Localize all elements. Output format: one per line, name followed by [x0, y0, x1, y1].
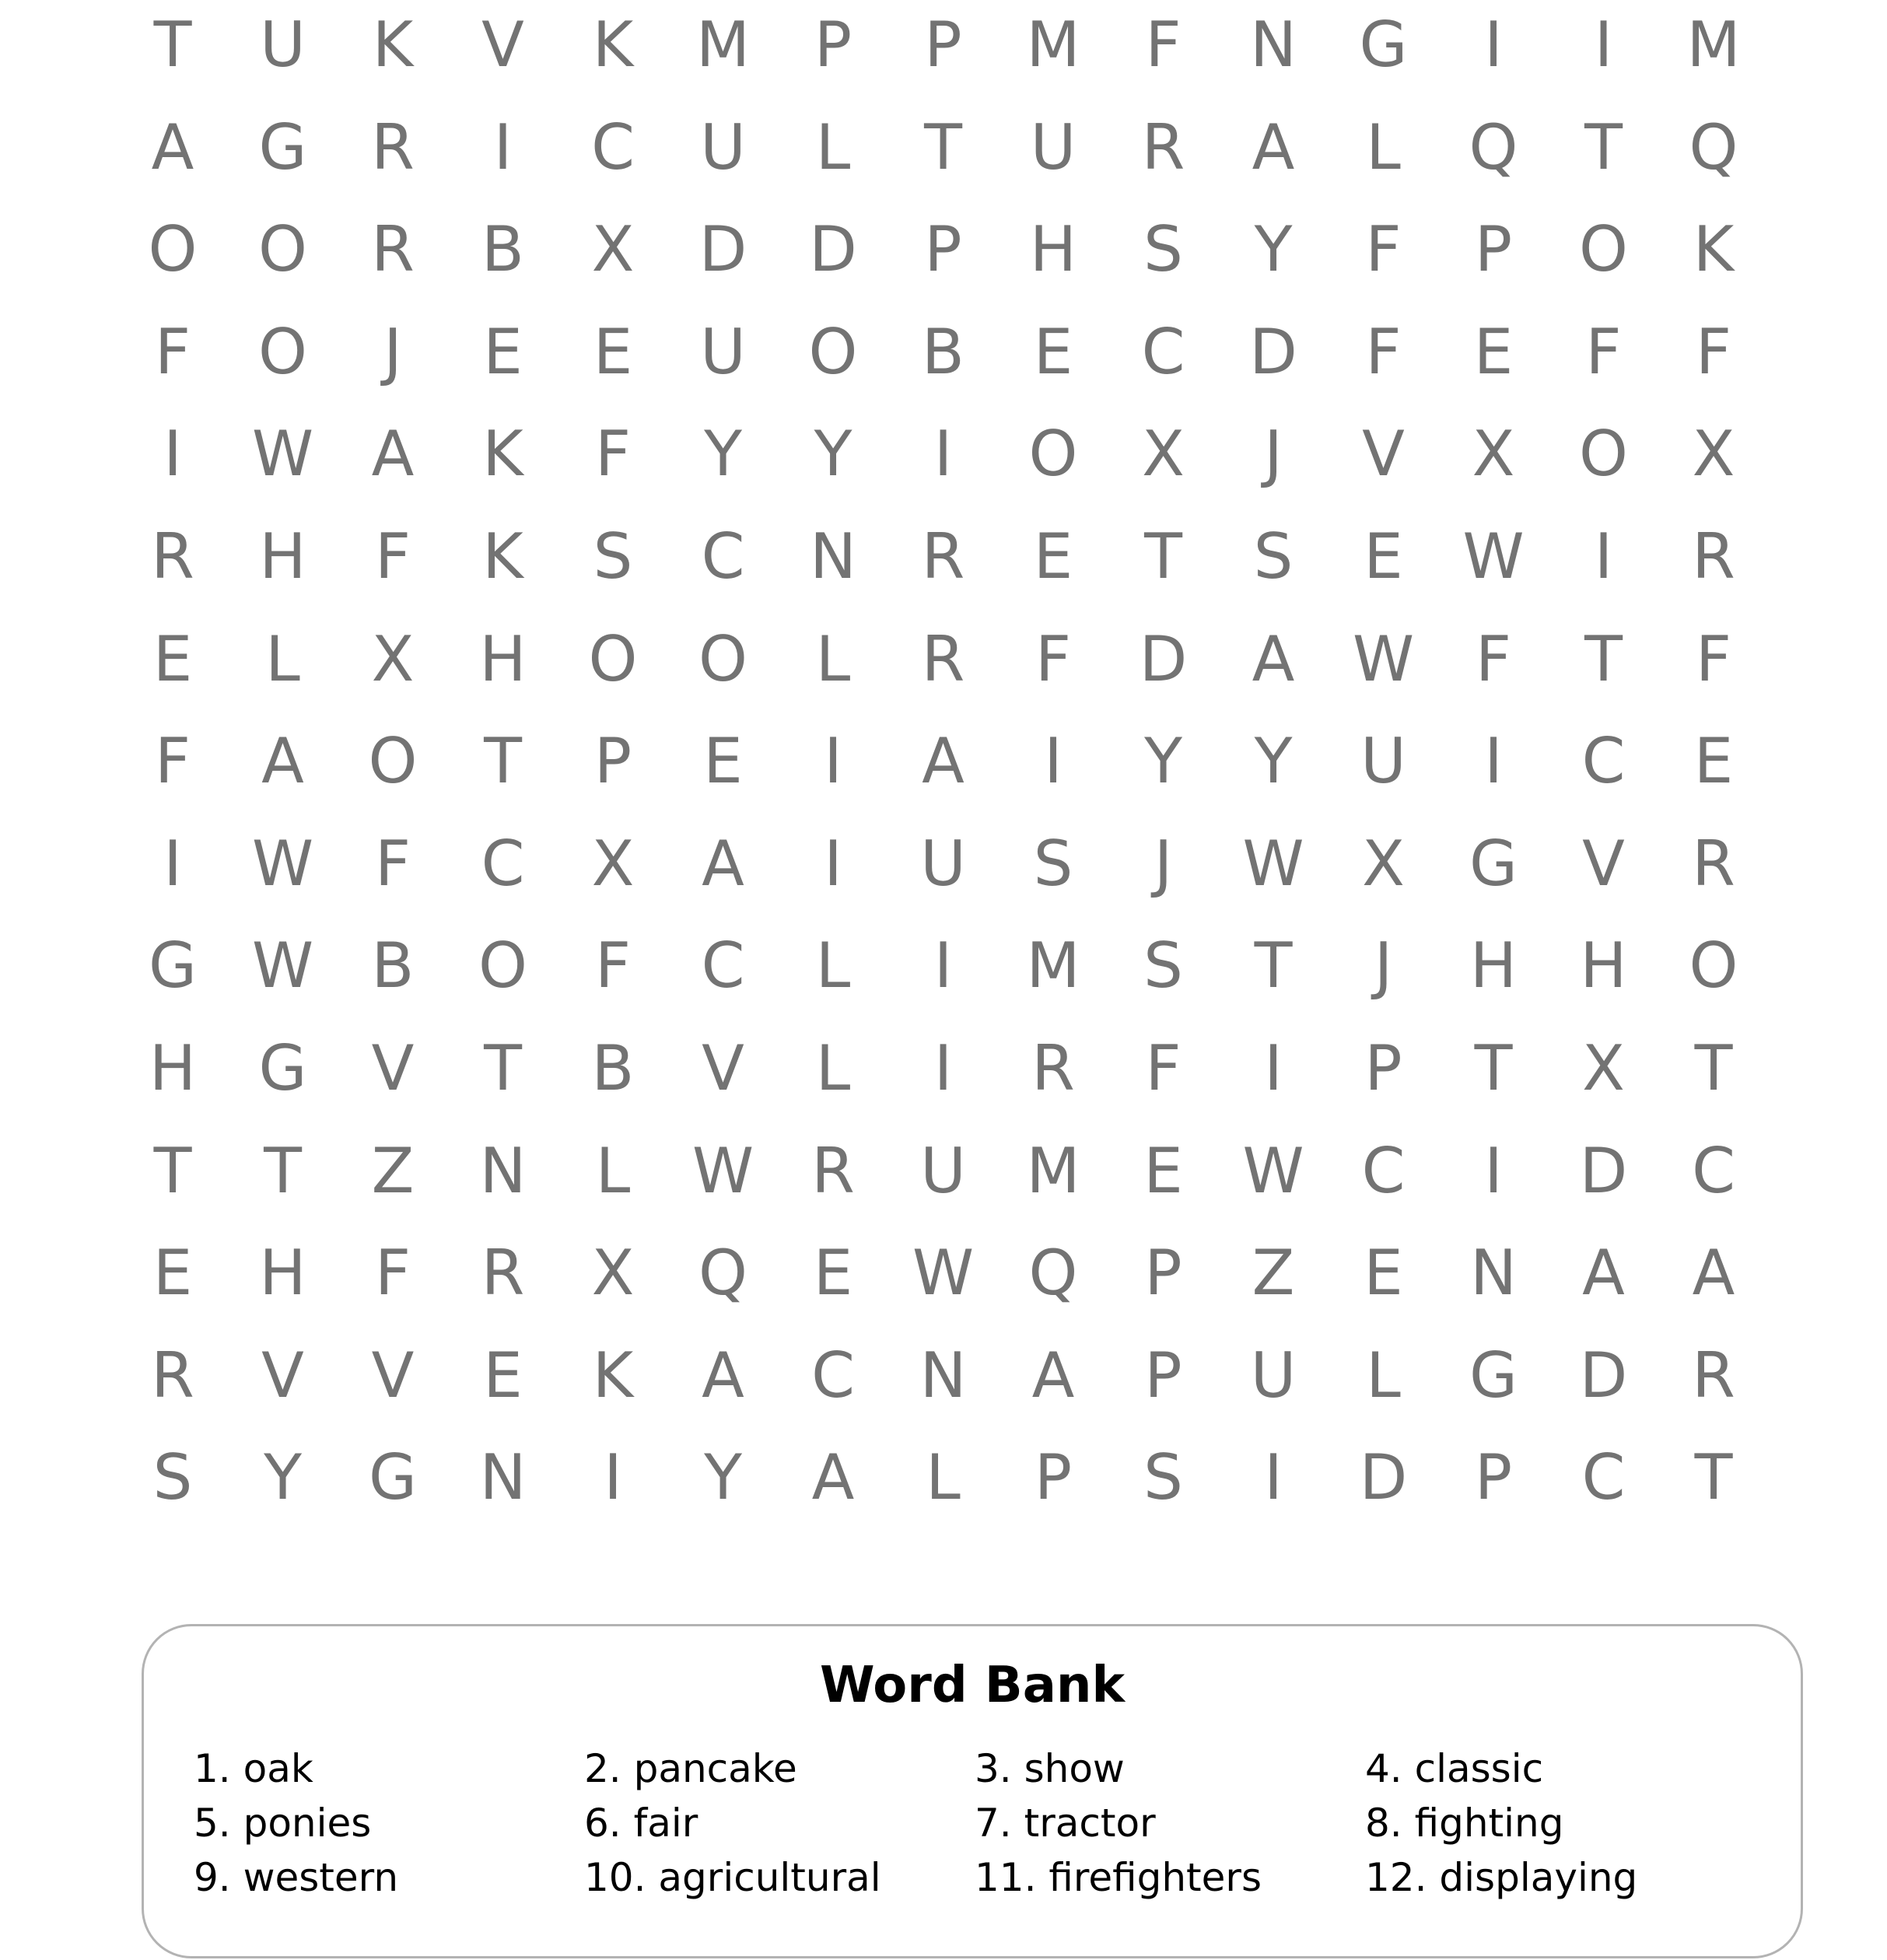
grid-letter: D [809, 213, 857, 286]
grid-letter: I [824, 725, 842, 798]
grid-letter: T [1474, 1032, 1513, 1104]
grid-letter: J [1374, 929, 1393, 1003]
grid-letter: L [815, 1032, 851, 1104]
grid-letter: I [1264, 1441, 1283, 1514]
grid-letter: T [1584, 110, 1623, 184]
grid-letter: W [251, 418, 314, 491]
word-bank-panel [142, 1624, 1803, 1958]
grid-letter: P [593, 725, 632, 798]
grid-letter: W [1352, 622, 1415, 695]
word-bank-item: 10. agricultural [584, 1855, 881, 1900]
grid-letter: E [1473, 315, 1514, 388]
grid-letter: A [261, 725, 304, 798]
grid-letter: A [1252, 622, 1295, 695]
grid-letter: Z [1252, 1237, 1295, 1310]
grid-letter: I [1044, 725, 1063, 798]
grid-letter: Z [371, 1134, 415, 1207]
grid-letter: G [1359, 9, 1408, 81]
word-bank-item: 11. firefighters [975, 1855, 1262, 1900]
grid-letter: O [258, 213, 307, 286]
grid-letter: X [1142, 418, 1185, 491]
grid-letter: R [921, 622, 965, 695]
grid-letter: S [1033, 827, 1073, 900]
grid-letter: N [919, 1339, 967, 1412]
grid-letter: B [591, 1032, 635, 1104]
grid-letter: C [1581, 1441, 1626, 1514]
grid-letter: R [811, 1134, 855, 1207]
grid-letter: U [700, 315, 746, 388]
grid-letter: A [811, 1441, 855, 1514]
grid-letter: V [371, 1032, 415, 1104]
grid-letter: R [371, 213, 415, 286]
grid-letter: X [591, 213, 635, 286]
grid-letter: E [152, 622, 193, 695]
grid-letter: O [808, 315, 858, 388]
grid-letter: A [151, 110, 194, 184]
grid-letter: E [1364, 1237, 1403, 1310]
grid-letter: B [481, 213, 524, 286]
word-bank-item: 2. pancake [584, 1746, 797, 1791]
grid-letter: A [1582, 1237, 1625, 1310]
grid-letter: G [1469, 827, 1518, 900]
grid-letter: X [591, 1237, 635, 1310]
grid-letter: T [484, 725, 522, 798]
grid-letter: S [593, 520, 633, 593]
grid-letter: H [149, 1032, 197, 1104]
grid-letter: P [1144, 1237, 1182, 1310]
grid-letter: L [265, 622, 300, 695]
word-bank-item: 6. fair [584, 1801, 698, 1846]
grid-letter: H [479, 622, 527, 695]
grid-letter: Y [1254, 725, 1293, 798]
grid-letter: E [483, 315, 523, 388]
grid-letter: C [1692, 1134, 1735, 1207]
grid-letter: X [371, 622, 415, 695]
grid-letter: O [368, 725, 418, 798]
grid-letter: X [1362, 827, 1405, 900]
grid-letter: A [922, 725, 965, 798]
grid-letter: U [1250, 1339, 1297, 1412]
grid-letter: N [479, 1441, 527, 1514]
grid-letter: V [371, 1339, 415, 1412]
grid-letter: I [493, 110, 513, 184]
grid-letter: I [933, 418, 953, 491]
grid-letter: A [702, 827, 744, 900]
grid-letter: R [371, 110, 415, 184]
grid-letter: F [594, 418, 631, 491]
grid-letter: W [251, 929, 314, 1003]
grid-letter: O [148, 213, 198, 286]
grid-letter: T [1694, 1032, 1733, 1104]
grid-letter: E [593, 315, 633, 388]
grid-letter: I [933, 1032, 953, 1104]
word-bank-item: 3. show [975, 1746, 1125, 1791]
grid-letter: F [594, 929, 631, 1003]
word-bank-list [194, 1741, 1756, 1905]
grid-letter: P [1364, 1032, 1402, 1104]
grid-letter: M [1026, 9, 1080, 81]
grid-letter: C [1361, 1134, 1406, 1207]
grid-letter: W [251, 827, 314, 900]
grid-letter: Q [1028, 1237, 1078, 1310]
grid-letter: R [1692, 827, 1735, 900]
grid-letter: D [1579, 1134, 1628, 1207]
grid-letter: M [1026, 1134, 1080, 1207]
grid-letter: Y [814, 418, 852, 491]
grid-letter: W [1462, 520, 1525, 593]
grid-letter: P [814, 9, 852, 81]
grid-letter: J [383, 315, 402, 388]
grid-letter: R [151, 520, 194, 593]
grid-letter: M [695, 9, 751, 81]
grid-letter: V [702, 1032, 744, 1104]
grid-letter: P [924, 213, 962, 286]
grid-letter: F [1585, 315, 1622, 388]
word-bank-item: 1. oak [194, 1746, 313, 1791]
grid-letter: C [591, 110, 635, 184]
grid-letter: S [1143, 1441, 1183, 1514]
grid-letter: E [1033, 315, 1073, 388]
grid-letter: E [152, 1237, 193, 1310]
grid-letter: E [1143, 1134, 1183, 1207]
grid-letter: A [702, 1339, 744, 1412]
grid-letter: I [163, 827, 182, 900]
grid-letter: G [258, 110, 307, 184]
grid-letter: V [261, 1339, 304, 1412]
grid-letter: E [703, 725, 743, 798]
grid-letter: F [1145, 9, 1182, 81]
grid-letter: T [1254, 929, 1293, 1003]
grid-letter: N [1250, 9, 1297, 81]
grid-letter: R [481, 1237, 525, 1310]
grid-letter: B [371, 929, 415, 1003]
grid-letter: O [1689, 929, 1738, 1003]
grid-letter: R [1141, 110, 1185, 184]
grid-letter: Q [1469, 110, 1518, 184]
grid-letter: Q [1689, 110, 1738, 184]
grid-letter: I [1594, 520, 1613, 593]
grid-letter: Y [704, 418, 742, 491]
grid-letter: U [1360, 725, 1406, 798]
grid-letter: T [153, 1134, 192, 1207]
grid-letter: O [588, 622, 638, 695]
grid-letter: L [926, 1441, 961, 1514]
word-bank-item: 12. displaying [1365, 1855, 1638, 1900]
grid-letter: O [258, 315, 307, 388]
grid-letter: A [1252, 110, 1295, 184]
grid-letter: F [374, 827, 411, 900]
grid-letter: T [264, 1134, 302, 1207]
grid-letter: G [149, 929, 197, 1003]
grid-letter: O [478, 929, 527, 1003]
grid-letter: M [1686, 9, 1741, 81]
grid-letter: L [815, 622, 851, 695]
grid-letter: N [479, 1134, 527, 1207]
grid-letter: K [592, 9, 634, 81]
grid-letter: J [1264, 418, 1283, 491]
grid-letter: T [153, 9, 192, 81]
grid-letter: Q [698, 1237, 747, 1310]
grid-letter: R [1692, 1339, 1735, 1412]
grid-letter: S [1253, 520, 1294, 593]
grid-letter: C [701, 520, 745, 593]
grid-letter: K [372, 9, 414, 81]
grid-letter: A [1692, 1237, 1735, 1310]
grid-letter: G [1469, 1339, 1518, 1412]
grid-letter: F [1145, 1032, 1182, 1104]
grid-letter: C [481, 827, 525, 900]
grid-letter: S [152, 1441, 193, 1514]
grid-letter: I [1594, 9, 1613, 81]
grid-letter: H [1029, 213, 1077, 286]
grid-letter: T [1694, 1441, 1733, 1514]
grid-letter: R [1692, 520, 1735, 593]
grid-letter: D [1139, 622, 1188, 695]
grid-letter: F [154, 725, 191, 798]
grid-letter: L [1366, 110, 1401, 184]
grid-letter: L [1366, 1339, 1401, 1412]
grid-letter: F [1475, 622, 1511, 695]
grid-letter: T [1144, 520, 1182, 593]
grid-letter: M [1026, 929, 1080, 1003]
grid-letter: F [374, 520, 411, 593]
grid-letter: L [815, 110, 851, 184]
grid-letter: D [1579, 1339, 1628, 1412]
grid-letter: I [1484, 725, 1503, 798]
grid-letter: C [1581, 725, 1626, 798]
grid-letter: O [698, 622, 747, 695]
grid-letter: B [922, 315, 965, 388]
grid-letter: C [701, 929, 745, 1003]
grid-letter: W [912, 1237, 975, 1310]
grid-letter: Y [1254, 213, 1293, 286]
grid-letter: X [1472, 418, 1515, 491]
grid-letter: K [482, 418, 523, 491]
grid-letter: U [260, 9, 306, 81]
grid-letter: W [691, 1134, 754, 1207]
grid-letter: V [1582, 827, 1625, 900]
grid-letter: U [700, 110, 746, 184]
grid-letter: U [920, 1134, 966, 1207]
grid-letter: N [1470, 1237, 1517, 1310]
grid-letter: I [1484, 9, 1503, 81]
grid-letter: Y [264, 1441, 302, 1514]
grid-letter: A [1031, 1339, 1075, 1412]
grid-letter: P [1474, 213, 1513, 286]
word-bank-item: 4. classic [1365, 1746, 1544, 1791]
grid-letter: X [1692, 418, 1735, 491]
grid-letter: E [483, 1339, 523, 1412]
grid-letter: T [924, 110, 962, 184]
grid-letter: I [1484, 1134, 1503, 1207]
grid-letter: I [604, 1441, 622, 1514]
grid-letter: U [920, 827, 966, 900]
grid-letter: O [1028, 418, 1078, 491]
grid-letter: L [815, 929, 851, 1003]
grid-letter: O [1579, 418, 1628, 491]
grid-letter: H [1580, 929, 1627, 1003]
grid-letter: N [810, 520, 856, 593]
word-bank-item: 8. fighting [1365, 1801, 1564, 1846]
grid-letter: G [258, 1032, 307, 1104]
grid-letter: J [1154, 827, 1173, 900]
grid-letter: G [369, 1441, 417, 1514]
grid-letter: H [1469, 929, 1518, 1003]
grid-letter: T [484, 1032, 522, 1104]
grid-letter: E [1033, 520, 1073, 593]
grid-letter: P [924, 9, 962, 81]
word-bank-item: 7. tractor [975, 1801, 1156, 1846]
grid-letter: R [151, 1339, 194, 1412]
grid-letter: S [1143, 213, 1183, 286]
grid-letter: I [163, 418, 182, 491]
grid-letter: P [1144, 1339, 1182, 1412]
grid-letter: V [1362, 418, 1405, 491]
grid-letter: E [1364, 520, 1403, 593]
grid-letter: D [1249, 315, 1297, 388]
grid-letter: I [933, 929, 953, 1003]
grid-letter: K [1693, 213, 1735, 286]
grid-letter: X [591, 827, 635, 900]
grid-letter: I [824, 827, 842, 900]
grid-letter: U [1030, 110, 1077, 184]
grid-letter: F [154, 315, 191, 388]
grid-letter: K [592, 1339, 634, 1412]
grid-letter: Y [704, 1441, 742, 1514]
grid-letter: D [698, 213, 747, 286]
grid-letter: R [921, 520, 965, 593]
grid-letter: F [1695, 622, 1731, 695]
grid-letter: F [1695, 315, 1731, 388]
grid-letter: W [1242, 1134, 1304, 1207]
grid-letter: P [1034, 1441, 1073, 1514]
word-bank-item: 5. ponies [194, 1801, 372, 1846]
grid-letter: T [1584, 622, 1623, 695]
grid-letter: Y [1144, 725, 1182, 798]
grid-letter: H [259, 520, 306, 593]
grid-letter: W [1242, 827, 1304, 900]
grid-letter: C [1141, 315, 1185, 388]
grid-letter: F [1035, 622, 1071, 695]
grid-letter: R [1031, 1032, 1075, 1104]
grid-letter: D [1359, 1441, 1408, 1514]
grid-letter: F [1365, 213, 1402, 286]
grid-letter: A [371, 418, 415, 491]
grid-letter: V [481, 9, 524, 81]
grid-letter: K [482, 520, 523, 593]
grid-letter: E [813, 1237, 853, 1310]
word-bank-title: Word Bank [819, 1657, 1126, 1714]
grid-letter: I [1264, 1032, 1283, 1104]
grid-letter: X [1582, 1032, 1625, 1104]
grid-letter: H [259, 1237, 306, 1310]
grid-letter: C [811, 1339, 855, 1412]
word-bank-item: 9. western [194, 1855, 399, 1900]
grid-letter: F [374, 1237, 411, 1310]
grid-letter: S [1143, 929, 1183, 1003]
grid-letter: F [1365, 315, 1402, 388]
grid-letter: O [1579, 213, 1628, 286]
grid-letter: L [595, 1134, 631, 1207]
grid-letter: E [1693, 725, 1734, 798]
grid-letter: P [1474, 1441, 1513, 1514]
